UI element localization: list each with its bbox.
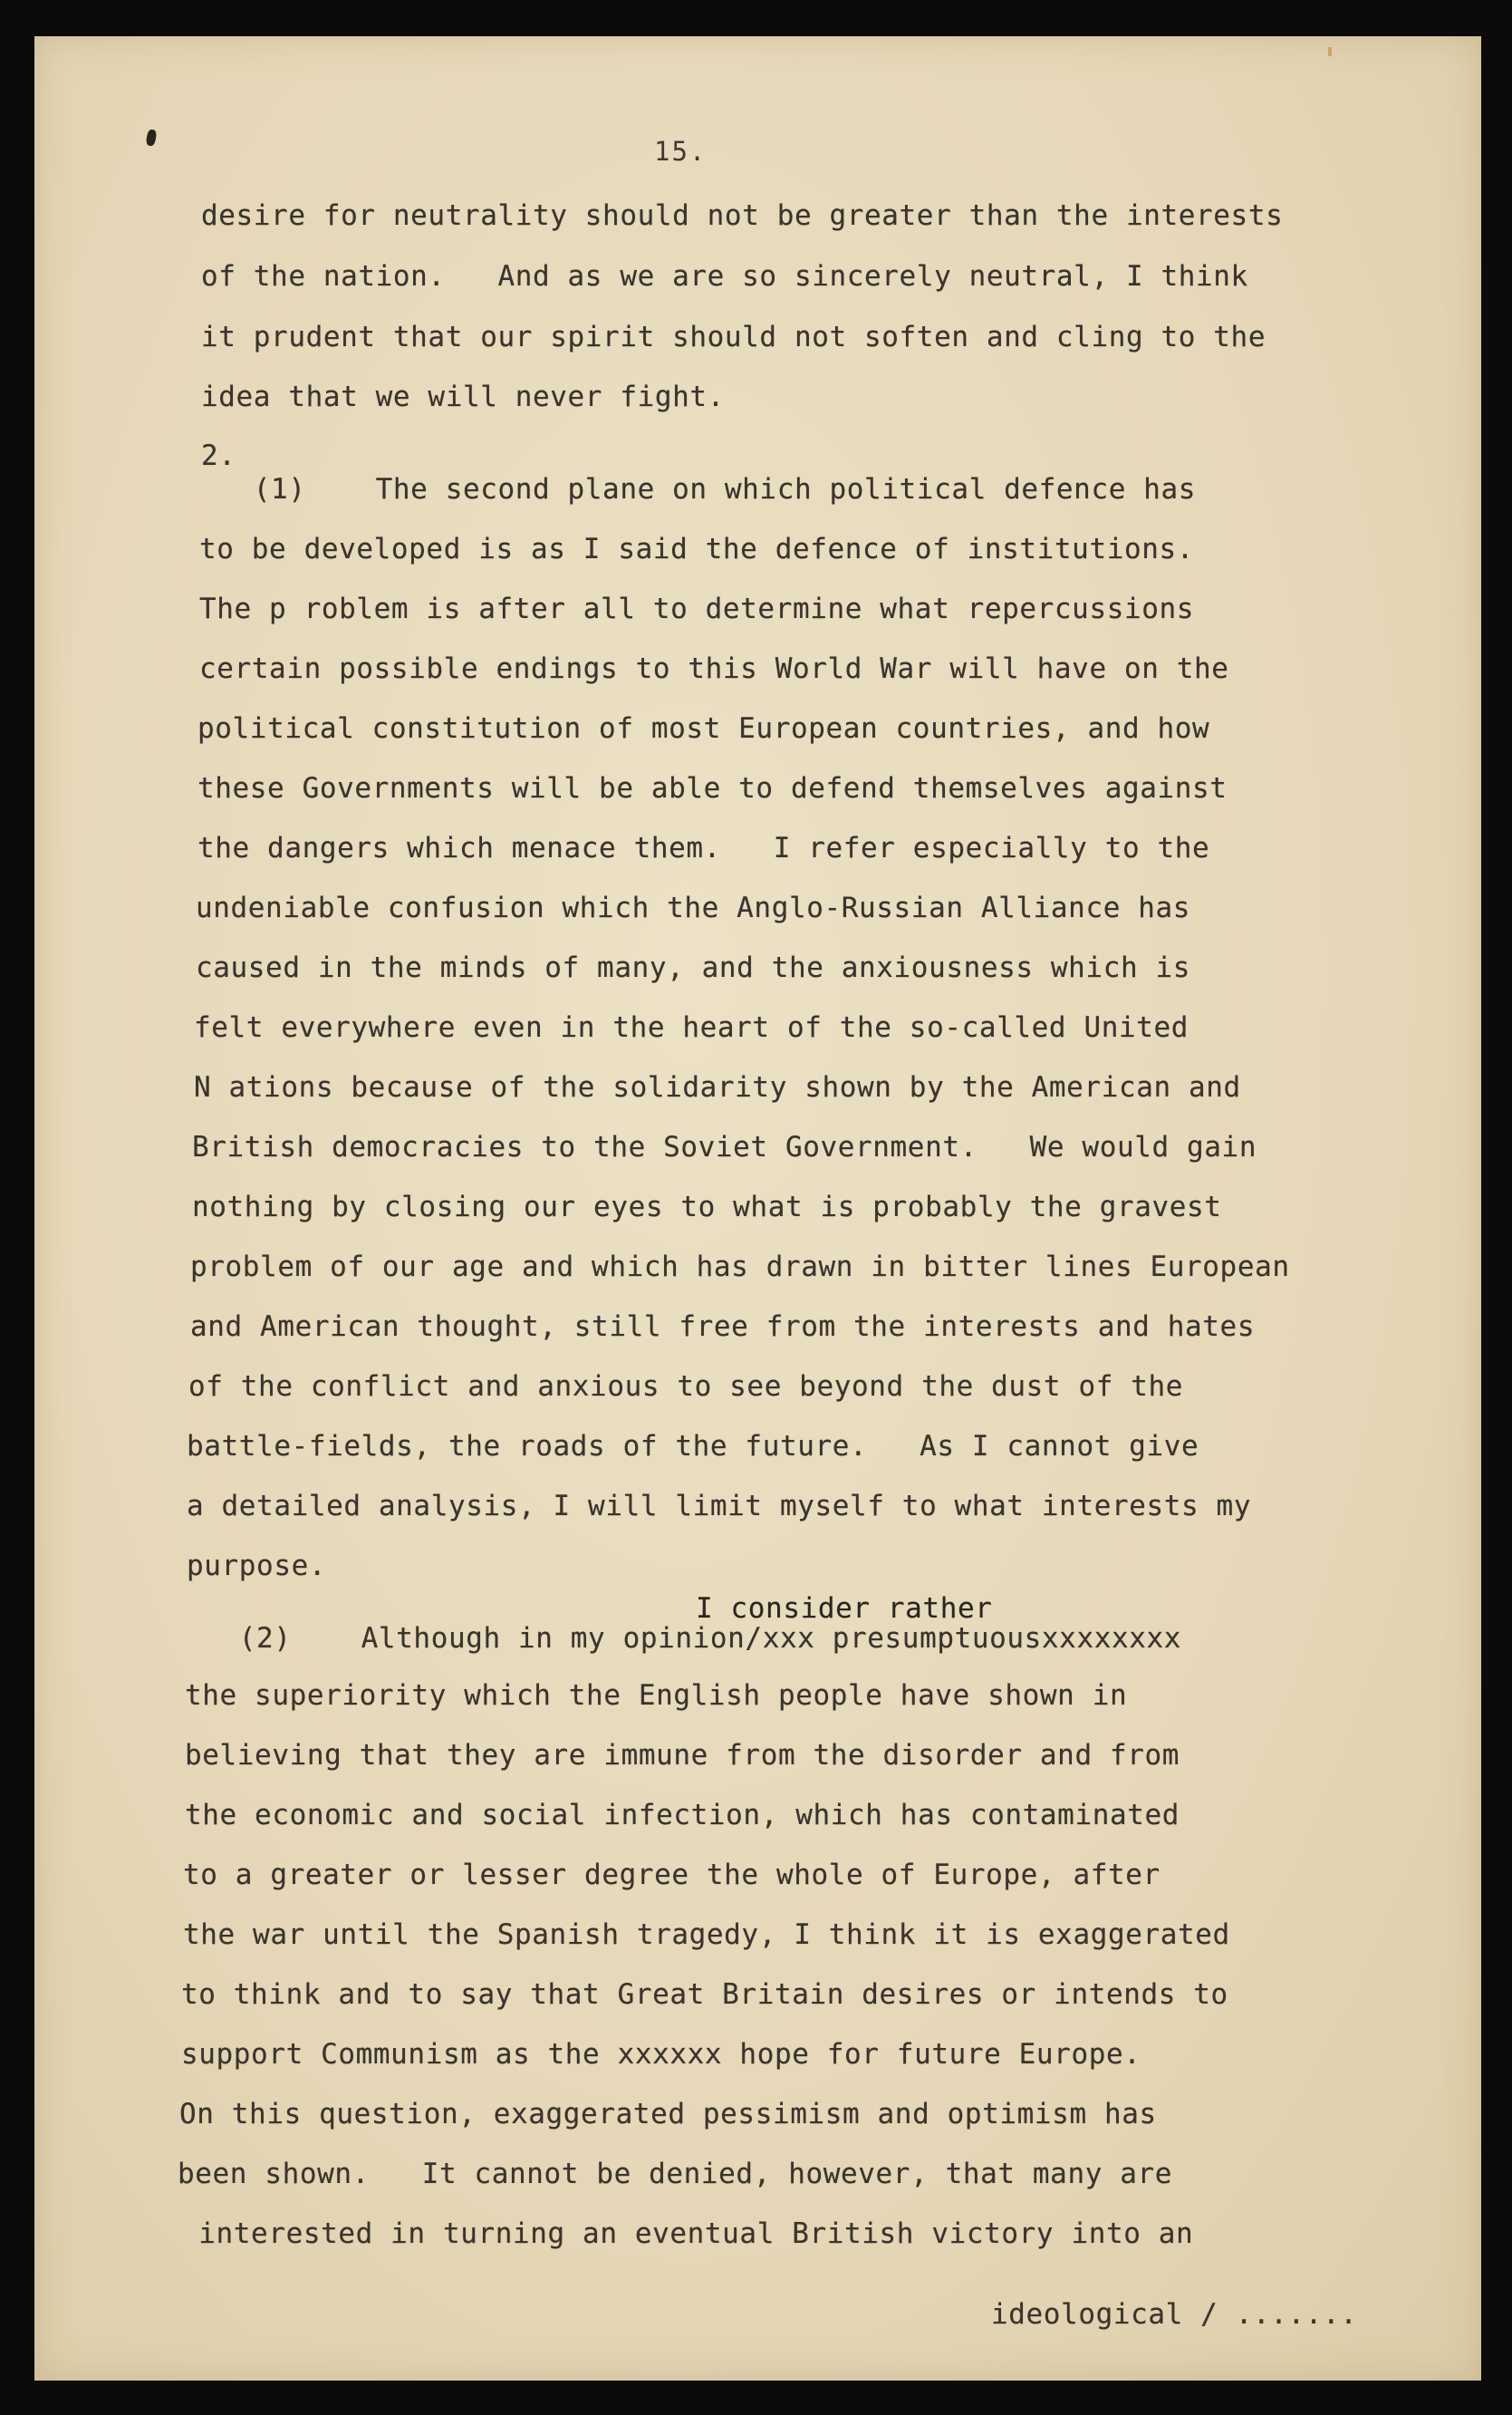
text-line: (2) Although in my opinion/xxx presumptuousxxxxxxxx — [187, 1622, 1182, 1655]
text-line: it prudent that our spirit should not soften and cling to the — [201, 321, 1266, 353]
paper-speck — [1328, 47, 1332, 56]
text-line: these Governments will be able to defend themselves against — [197, 772, 1228, 805]
text-line: undeniable confusion which the Anglo-Russian Alliance has — [196, 892, 1191, 924]
text-line: been shown. It cannot be denied, however, that many are — [178, 2158, 1173, 2190]
text-line: to a greater or lesser degree the whole of Europe, after — [183, 1859, 1160, 1891]
text-line: problem of our age and which has drawn in bitter lines European — [190, 1251, 1290, 1283]
text-line: interested in turning an eventual British victory into an — [181, 2217, 1194, 2250]
page-number: 15. — [654, 136, 708, 167]
text-line: British democracies to the Soviet Government. We would gain — [192, 1131, 1257, 1164]
text-line: to be developed is as I said the defence of institutions. — [199, 533, 1195, 565]
text-line: certain possible endings to this World War will have on the — [199, 652, 1229, 685]
text-line: felt everywhere even in the heart of the so-called United — [194, 1011, 1189, 1044]
text-line: the dangers which menace them. I refer especially to the — [197, 832, 1210, 865]
inserted-text: I consider rather — [696, 1592, 993, 1625]
text-line: N ations because of the solidarity shown by the American and — [194, 1071, 1241, 1104]
text-line: the superiority which the English people have shown in — [185, 1679, 1128, 1712]
text-line: desire for neutrality should not be greater than the interests — [201, 199, 1284, 232]
text-line: the economic and social infection, which has contaminated — [185, 1799, 1180, 1831]
text-line: battle-fields, the roads of the future. As I cannot give — [187, 1430, 1199, 1463]
text-line: idea that we will never fight. — [201, 381, 725, 413]
text-line: The p roblem is after all to determine what repercussions — [199, 593, 1195, 625]
text-line: 2. — [201, 440, 236, 472]
text-line: On this question, exaggerated pessimism and optimism has — [179, 2098, 1157, 2130]
text-line: support Communism as the xxxxxx hope for future Europe. — [181, 2038, 1141, 2071]
text-line: purpose. — [187, 1550, 327, 1582]
text-line: believing that they are immune from the disorder and from — [185, 1739, 1180, 1772]
text-line: to think and to say that Great Britain desires or intends to — [181, 1978, 1228, 2011]
text-line: nothing by closing our eyes to what is probably the gravest — [192, 1191, 1222, 1223]
text-line: the war until the Spanish tragedy, I think it is exaggerated — [183, 1918, 1230, 1951]
catchword: ideological / ....... — [991, 2298, 1358, 2331]
text-line: of the nation. And as we are so sincerely neutral, I think — [201, 260, 1248, 293]
text-line: caused in the minds of many, and the anxiousness which is — [196, 952, 1191, 984]
text-line: and American thought, still free from the interests and hates — [190, 1310, 1256, 1343]
text-line: political constitution of most European countries, and how — [197, 712, 1210, 745]
text-line: (1) The second plane on which political defence has — [201, 473, 1197, 506]
text-line: of the conflict and anxious to see beyond the dust of the — [188, 1370, 1184, 1403]
text-line: a detailed analysis, I will limit myself to what interests my — [187, 1490, 1252, 1522]
